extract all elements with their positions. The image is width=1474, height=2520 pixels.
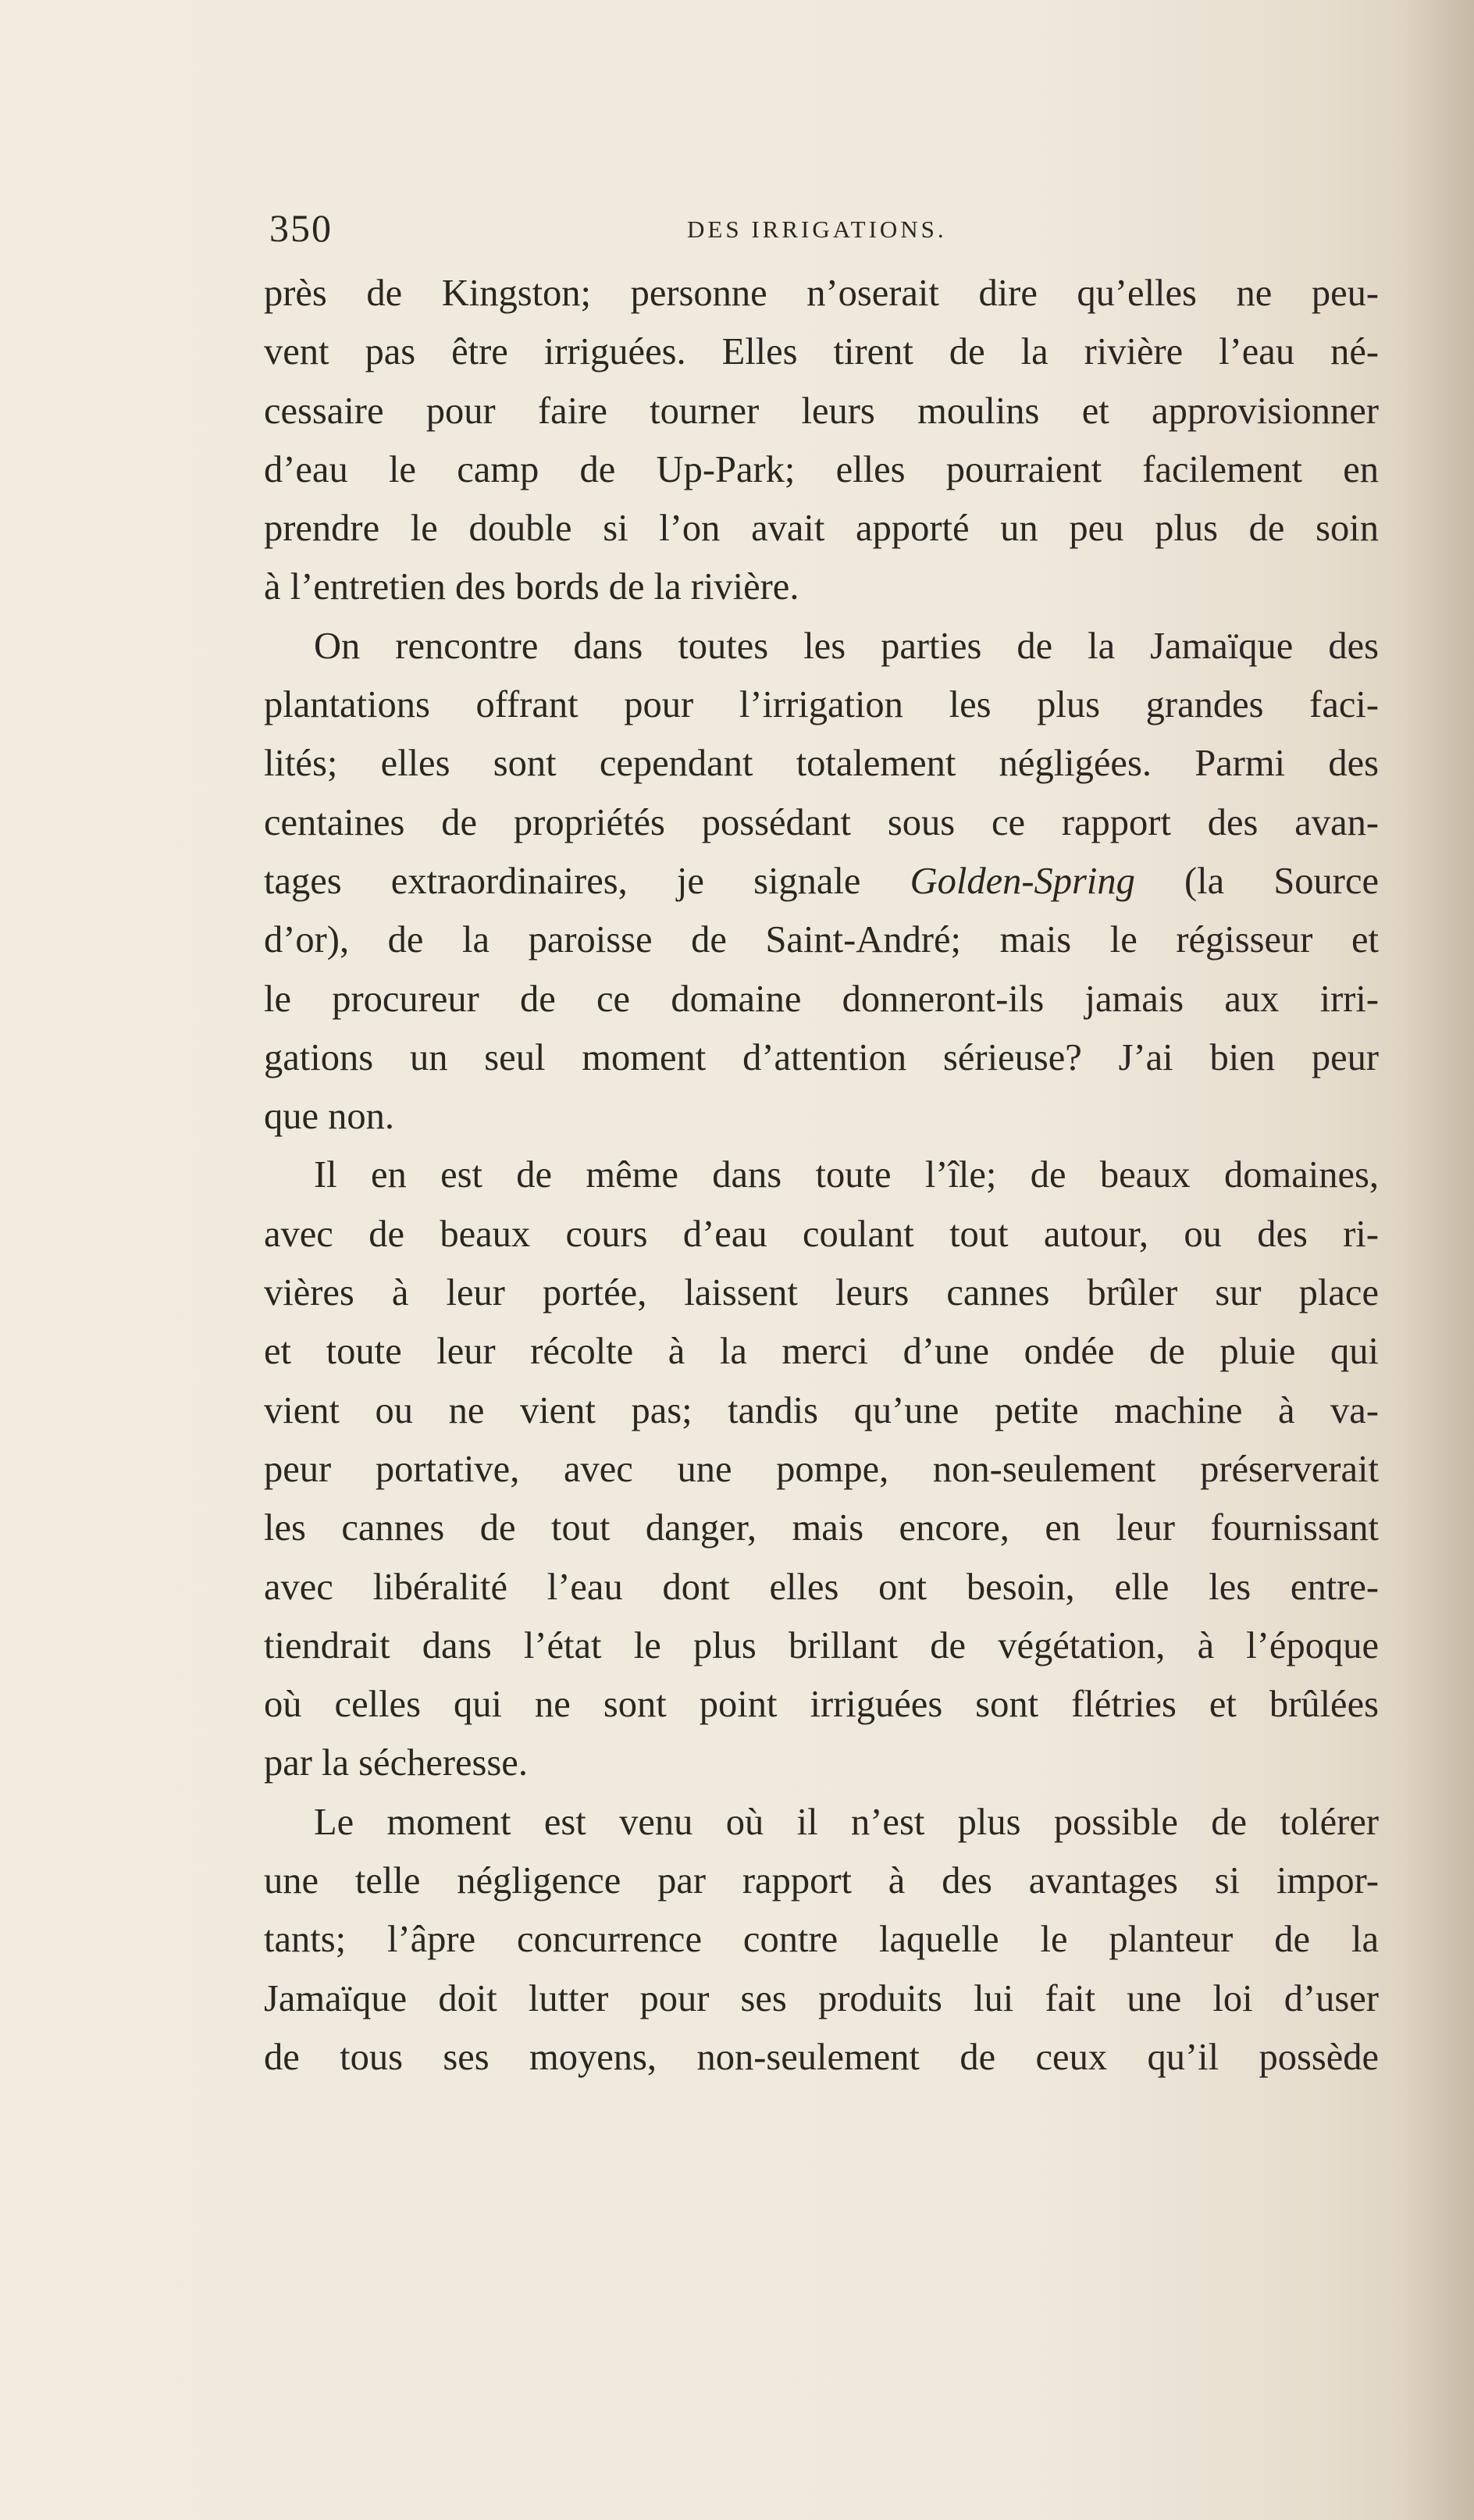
page-number: 350 (269, 206, 333, 250)
text-segment: tages extraordinaires, je signale (264, 860, 910, 902)
text-line: prendre le double si l’on avait apporté un peu plus de soin (264, 508, 1379, 550)
text-line: cessaire pour faire tourner leurs moulins et approvisionner (264, 390, 1379, 432)
text-line: près de Kingston; personne n’oserait dire qu’elles ne peu- (264, 273, 1379, 314)
text-line: Le moment est venu où il n’est plus possible de tolérer (314, 1801, 1379, 1843)
text-line (264, 852, 1379, 911)
text-line: peur portative, avec une pompe, non-seulement préserverait (264, 1448, 1379, 1490)
text-line: avec libéralité l’eau dont elles ont besoin, elle les entre- (264, 1566, 1379, 1608)
text-line: centaines de propriétés possédant sous ce rapport des avan- (264, 801, 1379, 843)
text-line: d’or), de la paroisse de Saint-André; mais le régisseur et (264, 919, 1379, 961)
text-line: Jamaïque doit lutter pour ses produits lui fait une loi d’user (264, 1977, 1379, 2019)
text-line: vières à leur portée, laissent leurs cannes brûler sur place (264, 1272, 1379, 1314)
text-line: le procureur de ce domaine donneront-ils jamais aux irri- (264, 978, 1379, 1020)
body-text (264, 264, 1379, 2087)
text-line: vient ou ne vient pas; tandis qu’une petite machine à va- (264, 1389, 1379, 1431)
text-line: que non. (264, 1096, 395, 1138)
text-line: avec de beaux cours d’eau coulant tout autour, ou des ri- (264, 1213, 1379, 1255)
text-segment: (la Source (1134, 860, 1379, 902)
text-line: tiendrait dans l’état le plus brillant de végétation, à l’époque (264, 1624, 1379, 1666)
text-line: vent pas être irriguées. Elles tirent de la rivière l’eau né- (264, 331, 1379, 373)
text-line: tants; l’âpre concurrence contre laquelle le planteur de la (264, 1919, 1379, 1961)
text-line: une telle négligence par rapport à des avantages si impor- (264, 1860, 1379, 1902)
running-head: DES IRRIGATIONS. (687, 216, 947, 243)
text-line: gations un seul moment d’attention sérieuse? J’ai bien peur (264, 1036, 1379, 1078)
page-edge-shadow (1404, 0, 1474, 2520)
text-line: où celles qui ne sont point irriguées sont flétries et brûlées (264, 1684, 1379, 1726)
text-line: On rencontre dans toutes les parties de la Jamaïque des (314, 625, 1379, 667)
text-line: et toute leur récolte à la merci d’une ondée de pluie qui (264, 1331, 1379, 1373)
page-header (269, 205, 1378, 251)
text-line: les cannes de tout danger, mais encore, en leur fournissant (264, 1507, 1379, 1549)
text-line: de tous ses moyens, non-seulement de ceux qu’il possède (264, 2036, 1379, 2078)
text-line: lités; elles sont cependant totalement négligées. Parmi des (264, 743, 1379, 785)
text-line: à l’entretien des bords de la rivière. (264, 566, 799, 608)
text-line: Il en est de même dans toute l’île; de beaux domaines, (314, 1154, 1379, 1196)
text-line: par la sécheresse. (264, 1742, 528, 1784)
text-line: plantations offrant pour l’irrigation les plus grandes faci- (264, 684, 1379, 726)
italic-place-name: Golden-Spring (910, 860, 1135, 902)
text-line: d’eau le camp de Up-Park; elles pourraient facilement en (264, 448, 1379, 490)
